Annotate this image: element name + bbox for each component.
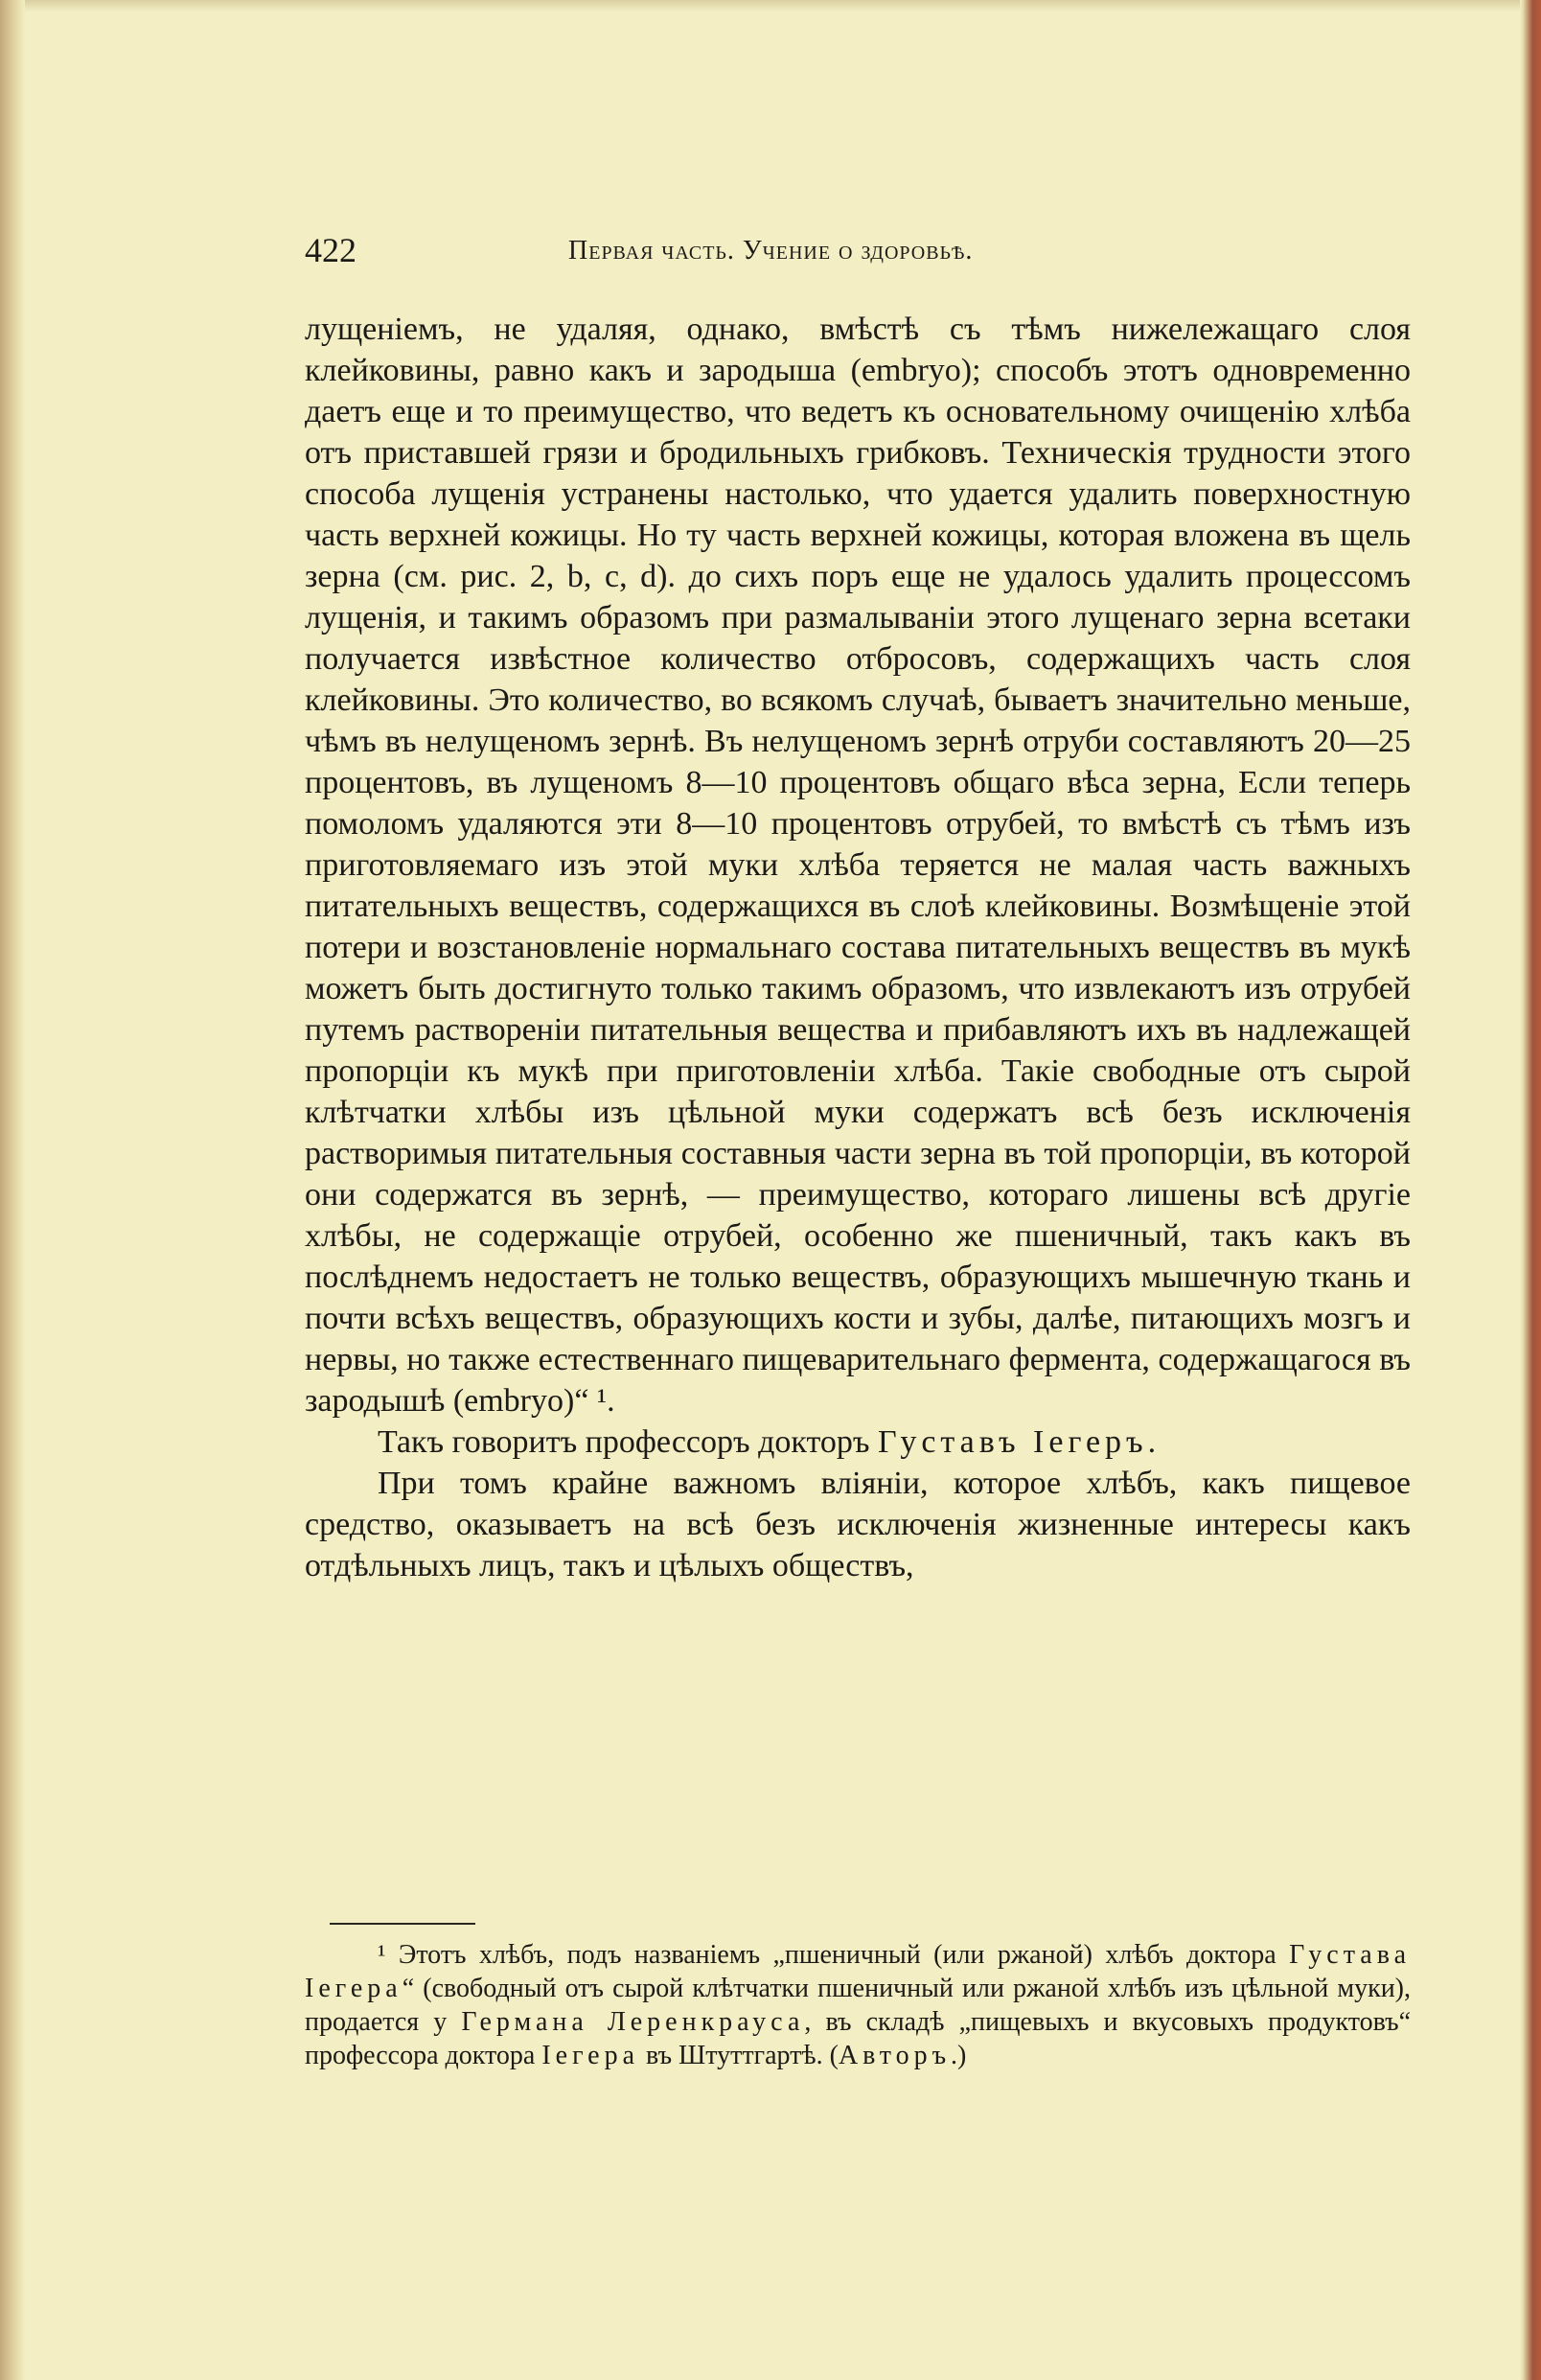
footnote-name-4: Авторъ xyxy=(838,2041,952,2070)
attribution-paragraph xyxy=(305,1421,1411,1463)
page-top-edge xyxy=(0,0,1541,12)
running-title: Первая часть. Учение о здоровьѣ. xyxy=(568,236,974,266)
page-left-edge xyxy=(0,0,25,2380)
footnote-name-1: Густава Іегера xyxy=(305,1940,1411,2003)
attribution-name: Густавъ Іегеръ xyxy=(877,1424,1148,1460)
attribution-prefix: Такъ говоритъ профессоръ докторъ xyxy=(378,1424,878,1460)
footnote-text-2: “ (свободный отъ сырой клѣтчатки пшеничный или ржаной хлѣбъ изъ цѣльной муки), продается у xyxy=(305,1974,1411,2037)
footnote xyxy=(305,1938,1411,2072)
footnote-text-3: , въ складѣ „пищевыхъ и вкусовыхъ продуктовъ“ профессора доктора xyxy=(305,2007,1411,2070)
footnote-name-2: Германа Леренкрауса xyxy=(461,2007,805,2037)
footnote-text-5: .) xyxy=(951,2041,967,2070)
page-right-edge xyxy=(1520,0,1541,2380)
paragraph-continuation: лущеніемъ, не удаляя, однако, вмѣстѣ съ тѣмъ нижележащаго слоя клейковины, равно какъ и зародыша (embryo); способъ этотъ одновременно даетъ еще и то преимущество, что ведетъ къ основательному очищенію хлѣба отъ приставшей грязи и бродильныхъ грибковъ. Техническія трудности этого способа лущенія устранены настолько, что удается удалить поверхностную часть верхней кожицы. Но ту часть верхней кожицы, которая вложена въ щель зерна (см. рис. 2, b, c, d). до сихъ поръ еще не удалось удалить процессомъ лущенія, и такимъ образомъ при размалываніи этого лущенаго зерна всетаки получается извѣстное количество отбросовъ, содержащихъ часть слоя клейковины. Это количество, во всякомъ случаѣ, бываетъ значительно меньше, чѣмъ въ нелущеномъ зернѣ. Въ нелущеномъ зернѣ отруби составляютъ 20—25 процентовъ, въ лущеномъ 8—10 процентовъ общаго вѣса зерна, Если теперь помоломъ удаляются эти 8—10 процентовъ отрубей, то вмѣстѣ съ тѣмъ изъ приготовляемаго изъ этой муки хлѣба теряется не малая часть важныхъ питательныхъ веществъ, содержащихся въ слоѣ клейковины. Возмѣщеніе этой потери и возстановленіе нормальнаго состава питательныхъ веществъ въ мукѣ можетъ быть достигнуто только такимъ образомъ, что извлекаютъ изъ отрубей путемъ раствореніи питательныя вещества и прибавляютъ ихъ въ надлежащей пропорціи къ мукѣ при приготовленіи хлѣба. Такіе свободные отъ сырой клѣтчатки хлѣбы изъ цѣльной муки содержатъ всѣ безъ исключенія растворимыя питательныя составныя части зерна въ той пропорціи, въ которой они содержатся въ зернѣ, — преимущество, котораго лишены всѣ другіе хлѣбы, не содержащіе отрубей, особенно же пшеничный, такъ какъ въ послѣднемъ недостаетъ не только веществъ, образующихъ мышечную ткань и почти всѣхъ веществъ, образующихъ кости и зубы, далѣе, питающихъ мозгъ и нервы, но также естественнаго пищеварительнаго фермента, содержащагося въ зародышѣ (embryo)“ ¹. xyxy=(305,312,1411,1419)
footnote-text-1: Этотъ хлѣбъ, подъ названіемъ „пшеничный (или ржаной) хлѣбъ доктора xyxy=(385,1940,1290,1970)
footnote-divider xyxy=(330,1923,475,1925)
page-number: 422 xyxy=(305,231,356,269)
body-text xyxy=(305,309,1411,1586)
footnote-name-3: Іегера xyxy=(541,2041,640,2070)
page-header xyxy=(305,226,1206,274)
footnote-text-4: въ Штуттгартѣ. ( xyxy=(639,2041,839,2070)
footnote-marker: ¹ xyxy=(378,1940,386,1970)
last-paragraph: При томъ крайне важномъ вліяніи, которое хлѣбъ, какъ пищевое средство, оказываетъ на всѣ безъ исключенія жизненные интересы какъ отдѣльныхъ лицъ, такъ и цѣлыхъ обществъ, xyxy=(305,1466,1411,1583)
attribution-suffix: . xyxy=(1147,1424,1157,1460)
